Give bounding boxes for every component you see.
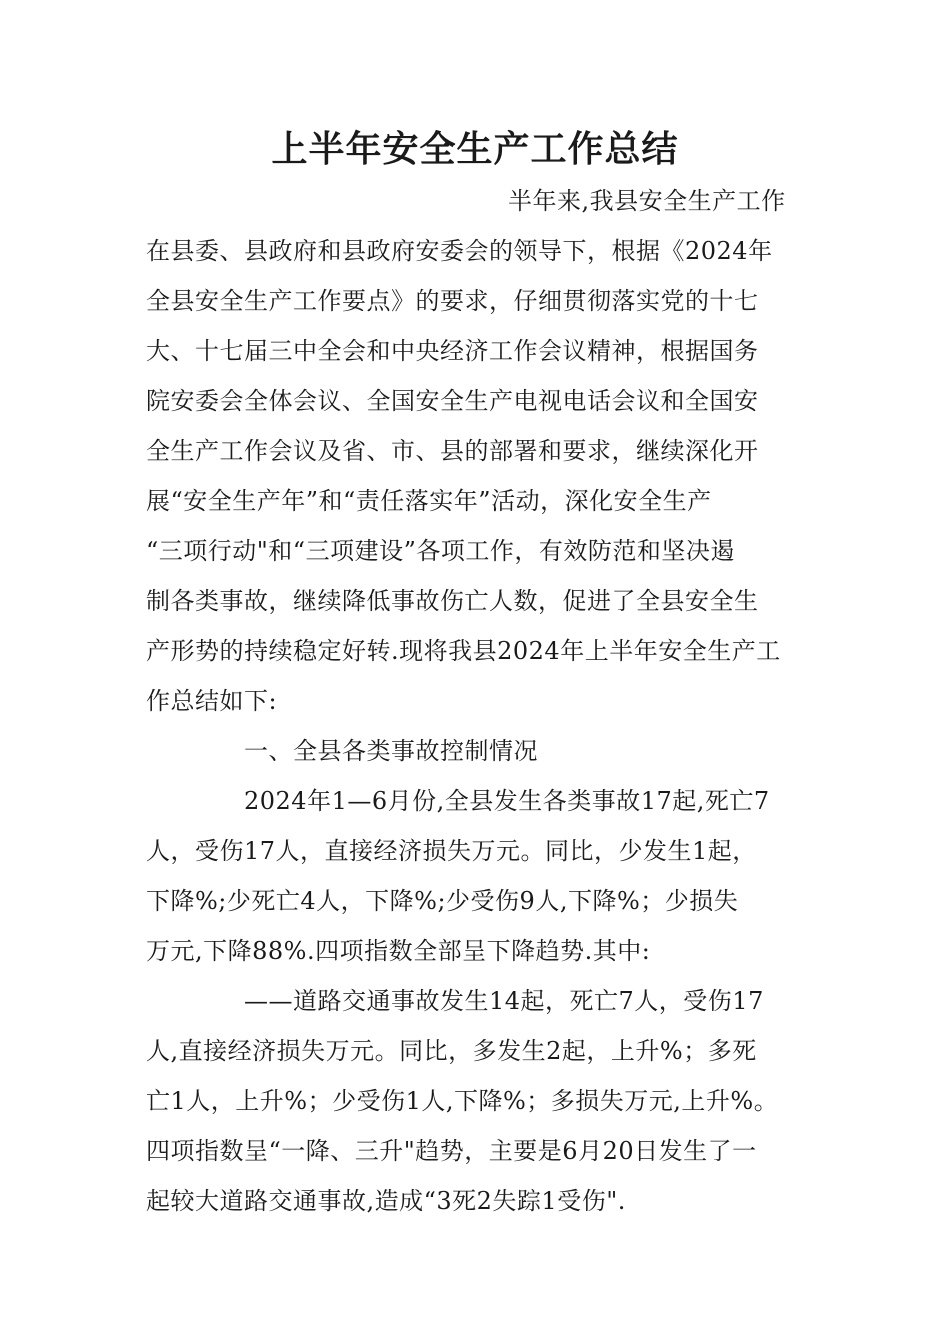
paragraph-line: “三项行动"和“三项建设”各项工作，有效防范和坚决遏 (146, 537, 735, 565)
paragraph-line: 院安委会全体会议、全国安全生产电视电话会议和全国安 (146, 387, 759, 415)
section-heading: 一、全县各类事故控制情况 (244, 737, 538, 765)
paragraph-line: 起较大道路交通事故,造成“3死2失踪1受伤". (146, 1187, 626, 1215)
paragraph-line: 下降%;少死亡4人，下降%;少受伤9人,下降%；少损失 (146, 887, 739, 915)
paragraph-line: 大、十七届三中全会和中央经济工作会议精神，根据国务 (146, 337, 759, 365)
paragraph-line: 全生产工作会议及省、市、县的部署和要求，继续深化开 (146, 437, 759, 465)
paragraph-line: 在县委、县政府和县政府安委会的领导下，根据《2024年 (146, 237, 773, 265)
paragraph-line: 产形势的持续稳定好转.现将我县2024年上半年安全生产工 (146, 637, 781, 665)
paragraph-line: 制各类事故，继续降低事故伤亡人数，促进了全县安全生 (146, 587, 759, 615)
paragraph-line: 人，受伤17人，直接经济损失万元。同比，少发生1起， (146, 837, 757, 865)
paragraph-line: 万元,下降88%.四项指数全部呈下降趋势.其中: (146, 937, 651, 965)
paragraph-line: 全县安全生产工作要点》的要求，仔细贯彻落实党的十七 (146, 287, 759, 315)
paragraph-line: 半年来,我县安全生产工作 (508, 187, 786, 215)
paragraph-line: ——道路交通事故发生14起，死亡7人，受伤17 (244, 987, 764, 1015)
paragraph-line: 亡1人，上升%；少受伤1人,下降%；多损失万元,上升%。 (146, 1087, 779, 1115)
document-title: 上半年安全生产工作总结 (271, 128, 679, 170)
paragraph-line: 人,直接经济损失万元。同比，多发生2起，上升%；多死 (146, 1037, 757, 1065)
paragraph-line: 展“安全生产年”和“责任落实年”活动，深化安全生产 (146, 487, 712, 515)
paragraph-line: 四项指数呈“一降、三升"趋势，主要是6月20日发生了一 (146, 1137, 757, 1165)
paragraph-line: 2024年1—6月份,全县发生各类事故17起,死亡7 (244, 787, 770, 815)
paragraph-line: 作总结如下: (146, 687, 278, 715)
